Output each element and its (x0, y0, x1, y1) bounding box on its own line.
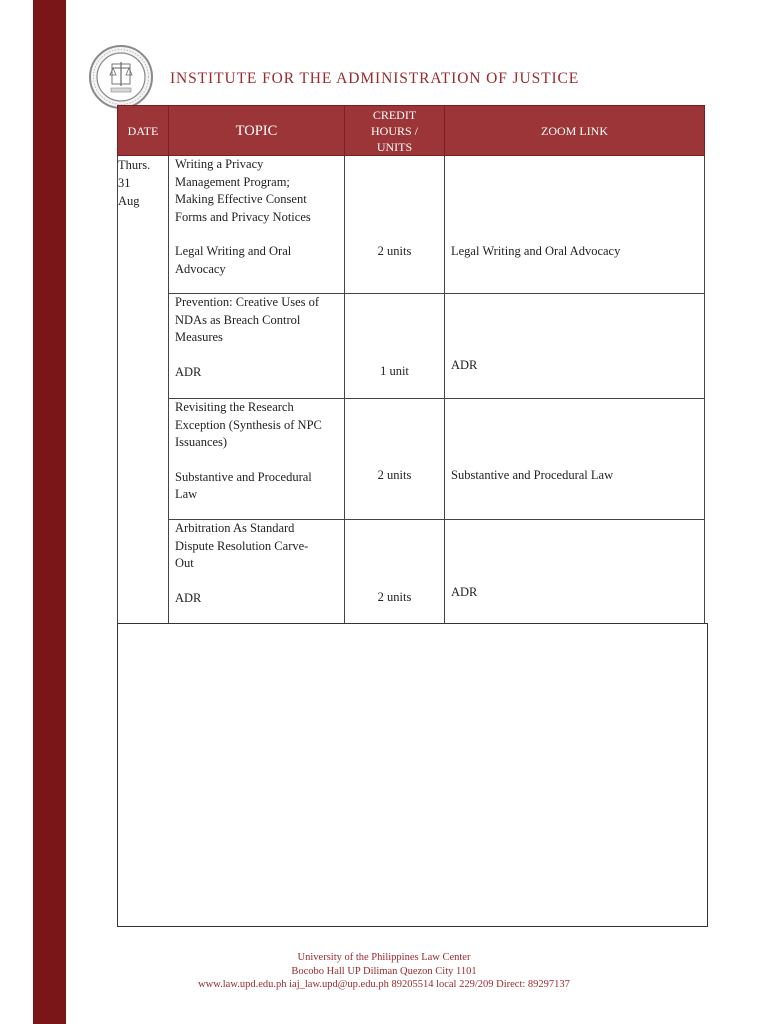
topic-title: Arbitration As Standard Dispute Resolution Carve- Out (175, 521, 309, 570)
page-footer (0, 951, 768, 992)
zoom-link-cell[interactable] (445, 294, 705, 399)
institute-title: INSTITUTE FOR THE ADMINISTRATION OF JUSTICE (170, 70, 580, 87)
column-header-date: DATE (118, 106, 169, 156)
credit-cell (345, 399, 445, 520)
zoom-link[interactable]: Legal Writing and Oral Advocacy (451, 244, 621, 258)
topic-title: Prevention: Creative Uses of NDAs as Breach Control Measures (175, 295, 320, 344)
schedule-table (117, 105, 705, 624)
topic-title: Revisiting the Research Exception (Synthesis of NPC Issuances) (175, 400, 322, 449)
zoom-link-cell[interactable] (445, 156, 705, 294)
zoom-link[interactable]: Substantive and Procedural Law (451, 468, 614, 482)
left-maroon-band (33, 0, 66, 1024)
topic-cell (169, 520, 345, 624)
topic-cell (169, 156, 345, 294)
topic-subject: ADR (175, 590, 202, 605)
table-header-row (118, 106, 705, 156)
zoom-link[interactable]: ADR (451, 358, 478, 372)
topic-title: Writing a Privacy Management Program; Making Effective Consent Forms and Privacy Notices (175, 157, 311, 224)
page-left-margin (0, 0, 33, 1024)
footer-institution: University of the Philippines Law Center (297, 952, 471, 963)
zoom-link[interactable]: ADR (451, 585, 478, 599)
credit-units: 2 units (377, 590, 412, 604)
table-row (118, 399, 705, 520)
credit-cell (345, 294, 445, 399)
column-header-credit-hours: CREDIT HOURS / UNITS (345, 106, 445, 156)
date-cell (118, 156, 169, 624)
blank-table-area (117, 623, 708, 927)
credit-cell (345, 156, 445, 294)
credit-units: 2 units (377, 244, 412, 258)
law-college-seal-icon (86, 44, 156, 110)
topic-subject: Legal Writing and Oral Advocacy (175, 244, 292, 276)
column-header-topic: TOPIC (169, 106, 345, 156)
credit-units: 2 units (377, 468, 412, 482)
topic-subject: Substantive and Procedural Law (175, 469, 312, 501)
zoom-link-cell[interactable] (445, 399, 705, 520)
credit-units: 1 unit (380, 364, 409, 378)
topic-subject: ADR (175, 364, 202, 379)
table-row (118, 294, 705, 399)
table-row (118, 520, 705, 624)
table-row (118, 156, 705, 294)
topic-cell (169, 294, 345, 399)
credit-cell (345, 520, 445, 624)
zoom-link-cell[interactable] (445, 520, 705, 624)
footer-contact: www.law.upd.edu.ph iaj_law.upd@up.edu.ph 89205514 local 229/209 Direct: 89297137 (198, 979, 570, 990)
column-header-zoom-link: ZOOM LINK (445, 106, 705, 156)
session-date: Thurs. 31 Aug (118, 158, 151, 208)
footer-address: Bocobo Hall UP Diliman Quezon City 1101 (291, 965, 477, 977)
topic-cell (169, 399, 345, 520)
